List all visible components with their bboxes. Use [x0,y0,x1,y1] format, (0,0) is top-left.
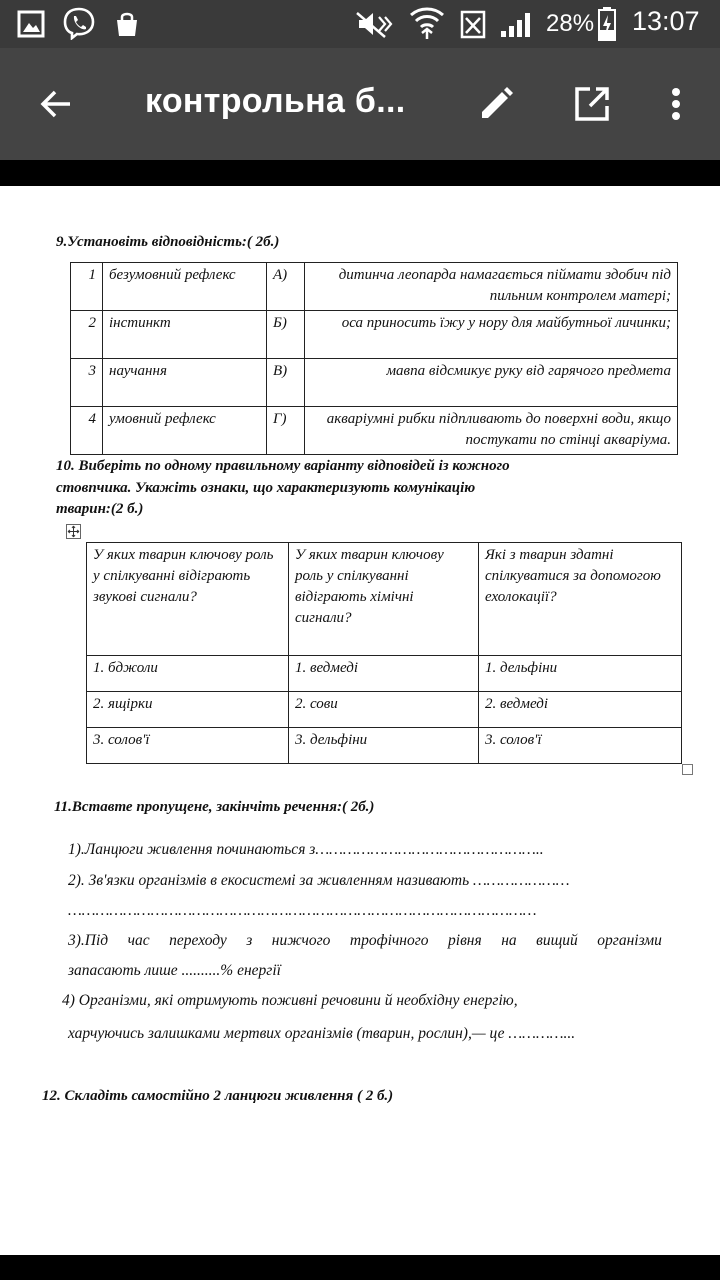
q11-line-6: 4) Організми, які отримують поживні речовини й необхідну енергію, [62,992,518,1009]
answer-cell: 1. дельфіни [479,656,682,692]
term-cell: научання [103,359,267,407]
table-row [71,359,678,407]
q12-title: 12. Складіть самостійно 2 ланцюги живлення ( 2 б.) [42,1088,394,1104]
table-row [71,263,678,311]
q11-line-2: 2). Зв'язки організмів в екосистемі за живленням називають ………………… [68,872,570,889]
arrow-back-icon [38,86,74,122]
q9-table [70,262,678,455]
q11-title: 11.Вставте пропущене, закінчіть речення:( 2б.) [54,799,375,815]
answer-cell: 3. солов'ї [87,728,289,764]
viber-icon [62,6,96,40]
q10-title-line-3: тварин:(2 б.) [56,501,144,517]
word: на [501,932,517,949]
example-cell: акваріумні рибки підпливають до поверхні води, якщо постукати по стінці акваріума. [305,407,678,455]
table-row [71,407,678,455]
q9-title: 9.Установіть відповідність:( 2б.) [56,234,280,250]
table-resize-handle[interactable] [682,764,693,775]
mute-icon [355,9,397,39]
column-header: У яких тварин ключову роль у спілкуванні відіграють хімічні сигнали? [289,543,479,656]
answer-cell: 2. ведмеді [479,692,682,728]
answer-cell: 3. солов'ї [479,728,682,764]
term-cell: умовний рефлекс [103,407,267,455]
q11-line-7: харчуючись залишками мертвих організмів (тварин, рослин),— це …………... [68,1025,576,1042]
wifi-icon [408,5,446,41]
battery-percent: 28% [546,10,595,37]
q11-line-3: ………………………………………………………………………………………… [68,902,537,919]
edit-button[interactable] [472,80,520,128]
answer-cell: 3. дельфіни [289,728,479,764]
table-move-handle-icon[interactable] [66,524,81,539]
document-page[interactable] [0,186,720,1255]
more-options-button[interactable] [652,80,700,128]
more-vert-icon [668,84,684,124]
q11-line-4 [68,932,662,950]
battery-icon [597,6,617,42]
pencil-icon [476,84,516,124]
back-button[interactable] [32,80,80,128]
table-row [87,692,682,728]
open-external-icon [572,84,612,124]
document-title: контрольна б... [145,82,406,120]
row-number: 1 [71,263,103,311]
q10-table [86,542,682,764]
table-row [71,311,678,359]
row-number: 2 [71,311,103,359]
row-number: 3 [71,359,103,407]
word: вищий [536,932,578,949]
sim-icon [458,9,488,39]
image-icon [16,9,46,39]
answer-cell: 2. сови [289,692,479,728]
clock: 13:07 [632,6,700,36]
letter-cell: Б) [267,311,305,359]
column-header: Які з тварин здатні спілкуватися за допомогою ехолокації? [479,543,682,656]
example-cell: оса приносить їжу у нору для майбутньої личинки; [305,311,678,359]
letter-cell: В) [267,359,305,407]
example-cell: дитинча леопарда намагається піймати здобич під пильним контролем матері; [305,263,678,311]
example-cell: мавпа відсмикує руку від гарячого предмета [305,359,678,407]
open-external-button[interactable] [568,80,616,128]
shopping-bag-icon [112,9,142,39]
word: з [246,932,253,949]
q10-title-line-2: стовпчика. Укажіть ознаки, що характеризують комунікацію [56,480,476,496]
q10-title-line-1: 10. Виберіть по одному правильному варіанту відповідей із кожного [56,458,510,474]
answer-cell: 1. ведмеді [289,656,479,692]
table-header-row [87,543,682,656]
q11-line-5: запасають лише ..........% енергії [68,962,281,979]
answer-cell: 2. ящірки [87,692,289,728]
word: трофічного [349,932,429,949]
letter-cell: А) [267,263,305,311]
word: переходу [169,932,227,949]
table-row [87,656,682,692]
answer-cell: 1. бджоли [87,656,289,692]
word: 3).Під [68,932,109,949]
signal-icon [498,9,538,39]
word: рівня [448,932,482,949]
term-cell: безумовний рефлекс [103,263,267,311]
word: організми [597,932,662,949]
app-bar [0,48,720,160]
word: нижчого [271,932,331,949]
row-number: 4 [71,407,103,455]
letter-cell: Г) [267,407,305,455]
term-cell: інстинкт [103,311,267,359]
column-header: У яких тварин ключову роль у спілкуванні відіграють звукові сигнали? [87,543,289,656]
q11-line-1: 1).Ланцюги живлення починаються з………………………………………….. [68,841,544,858]
word: час [127,932,150,949]
table-row [87,728,682,764]
bottom-bar [0,1255,720,1280]
status-bar [0,0,720,48]
